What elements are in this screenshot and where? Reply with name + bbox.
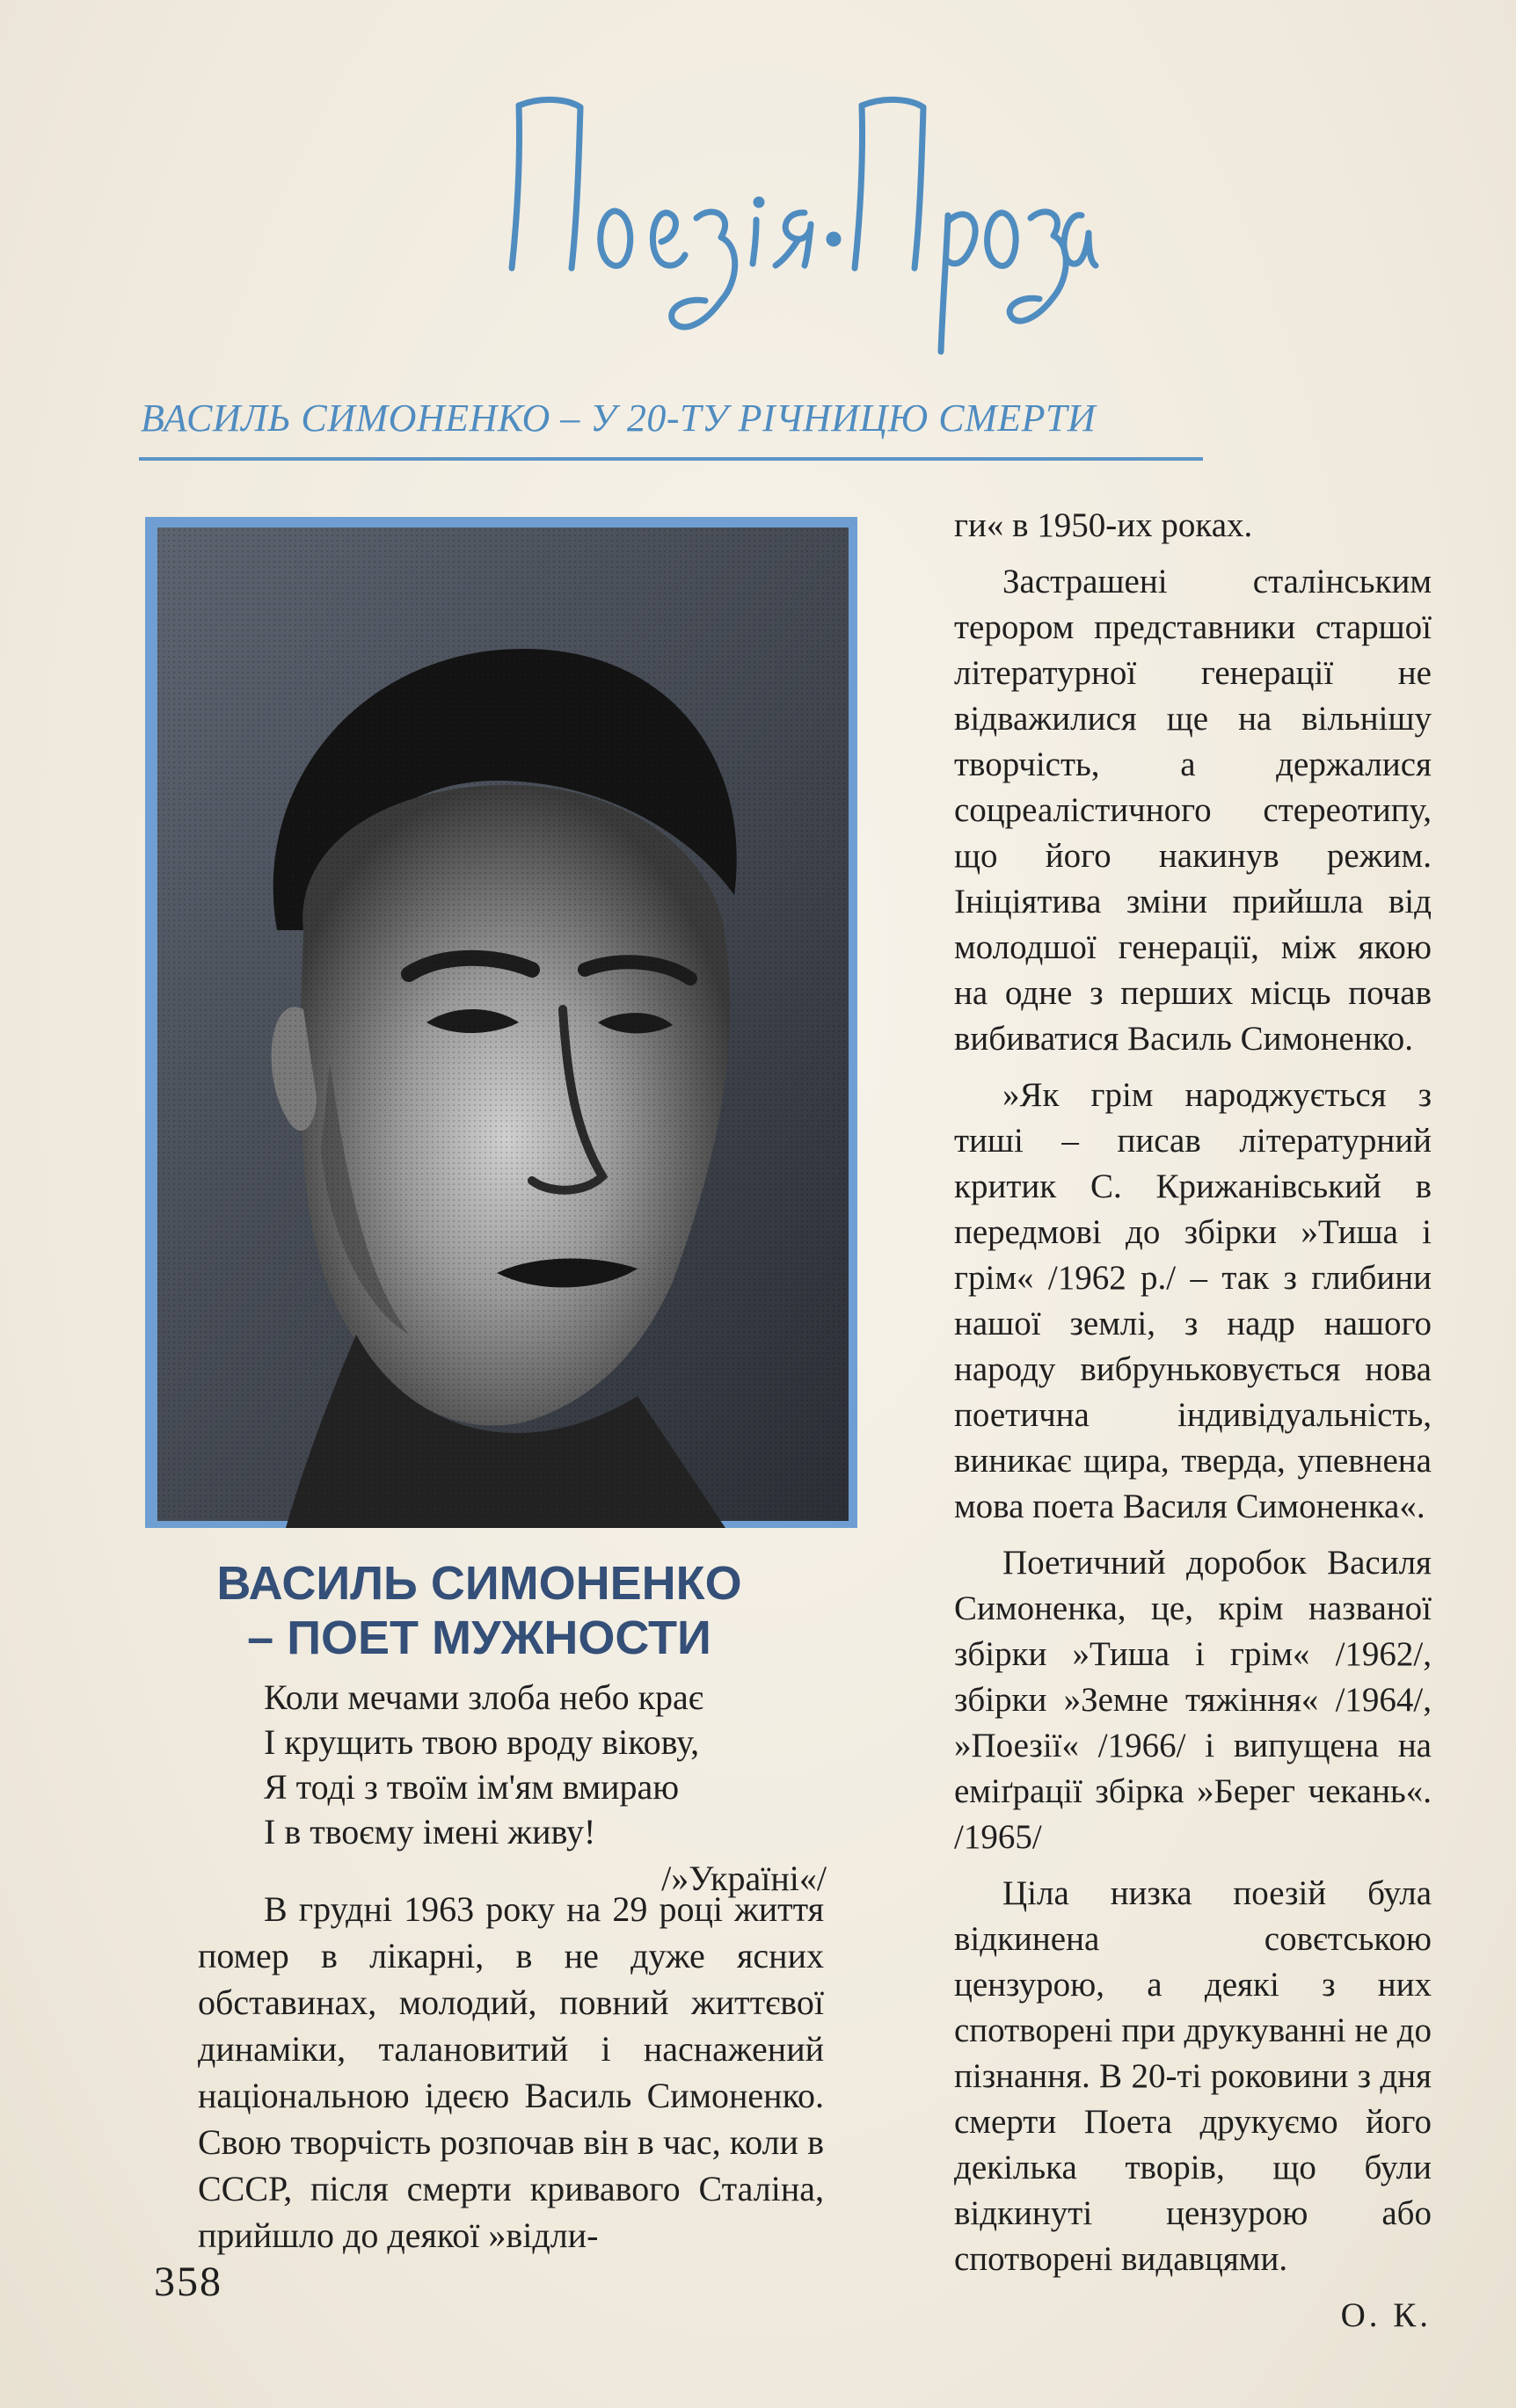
paragraph: В грудні 1963 року на 29 році життя помер в лікарні, в не дуже ясних обставинах, молодий, повний життєвої динаміки, талановитий і наснажений національною ідеєю Василь Симоненко. Свою творчість розпочав він в час, коли в СССР, після смерти кривавого Сталіна, прийшло до деякої »відли- [198, 1889, 824, 2255]
poem-line: Коли мечами злоба небо крає [264, 1677, 703, 1717]
portrait-photo [145, 517, 857, 1528]
heading-divider [139, 457, 1203, 461]
right-column-text [954, 503, 1432, 2339]
article-title-line-1: ВАСИЛЬ СИМОНЕНКО [216, 1557, 742, 1610]
paragraph: ги« в 1950-их роках. [954, 506, 1253, 544]
article-title [145, 1556, 813, 1665]
poem-source: /»Україні«/ [661, 1859, 827, 1898]
paragraph: Поетичний доробок Василя Симоненка, це, крім названої збірки »Тиша і грім« /1962/, збірки »Земне тяжіння« /1964/, »Поезії« /1966/ і випущена на еміґрації збірка »Берег чекань«. /1965/ [954, 1544, 1432, 1856]
page-number: 358 [154, 2259, 222, 2305]
poem-line: І в твоєму імені живу! [264, 1812, 596, 1851]
paragraph: Ціла низка поезій була відкинена совєтською цензурою, а деякі з них спотворені при друкуванні не до пізнання. В 20-ті роковини з дня смерти Поета друкуємо його декілька творів, що були відкинуті цензурою або спотворені видавцями. [954, 1874, 1432, 2278]
poem-line: Я тоді з твоїм ім'ям вмираю [264, 1767, 680, 1807]
poem-line: І крущить твою вроду вікову, [264, 1722, 700, 1762]
paragraph: Застрашені сталінським терором представники старшої літературної генерації не відважилися ще на вільнішу творчість, а держалися соцреалістичного стереотипу, що його накинув режим. Ініціятива зміни прийшла від молодшої генерації, між якою на одне з перших місць почав вибиватися Василь Симоненко. [954, 563, 1432, 1058]
left-column-text [198, 1886, 824, 2269]
paragraph: »Як грім народжується з тиші – писав літературний критик С. Крижанівський в передмові до збірки »Тиша і грім« /1962 р./ – так з глибини нашої землі, з надр нашого народу вибруньковується нова поетична індивідуальність, виникає щира, тверда, упевнена мова поета Василя Симоненка«. [954, 1076, 1432, 1525]
section-heading: ВАСИЛЬ СИМОНЕНКО – У 20-ТУ РІЧНИЦЮ СМЕРТИ [141, 396, 1097, 440]
epigraph-poem [264, 1675, 827, 1901]
article-title-line-2: – ПОЕТ МУЖНОСТИ [247, 1611, 711, 1664]
author-signature: О. К. [1340, 2296, 1432, 2334]
poezia-proza-logo [466, 70, 1099, 369]
